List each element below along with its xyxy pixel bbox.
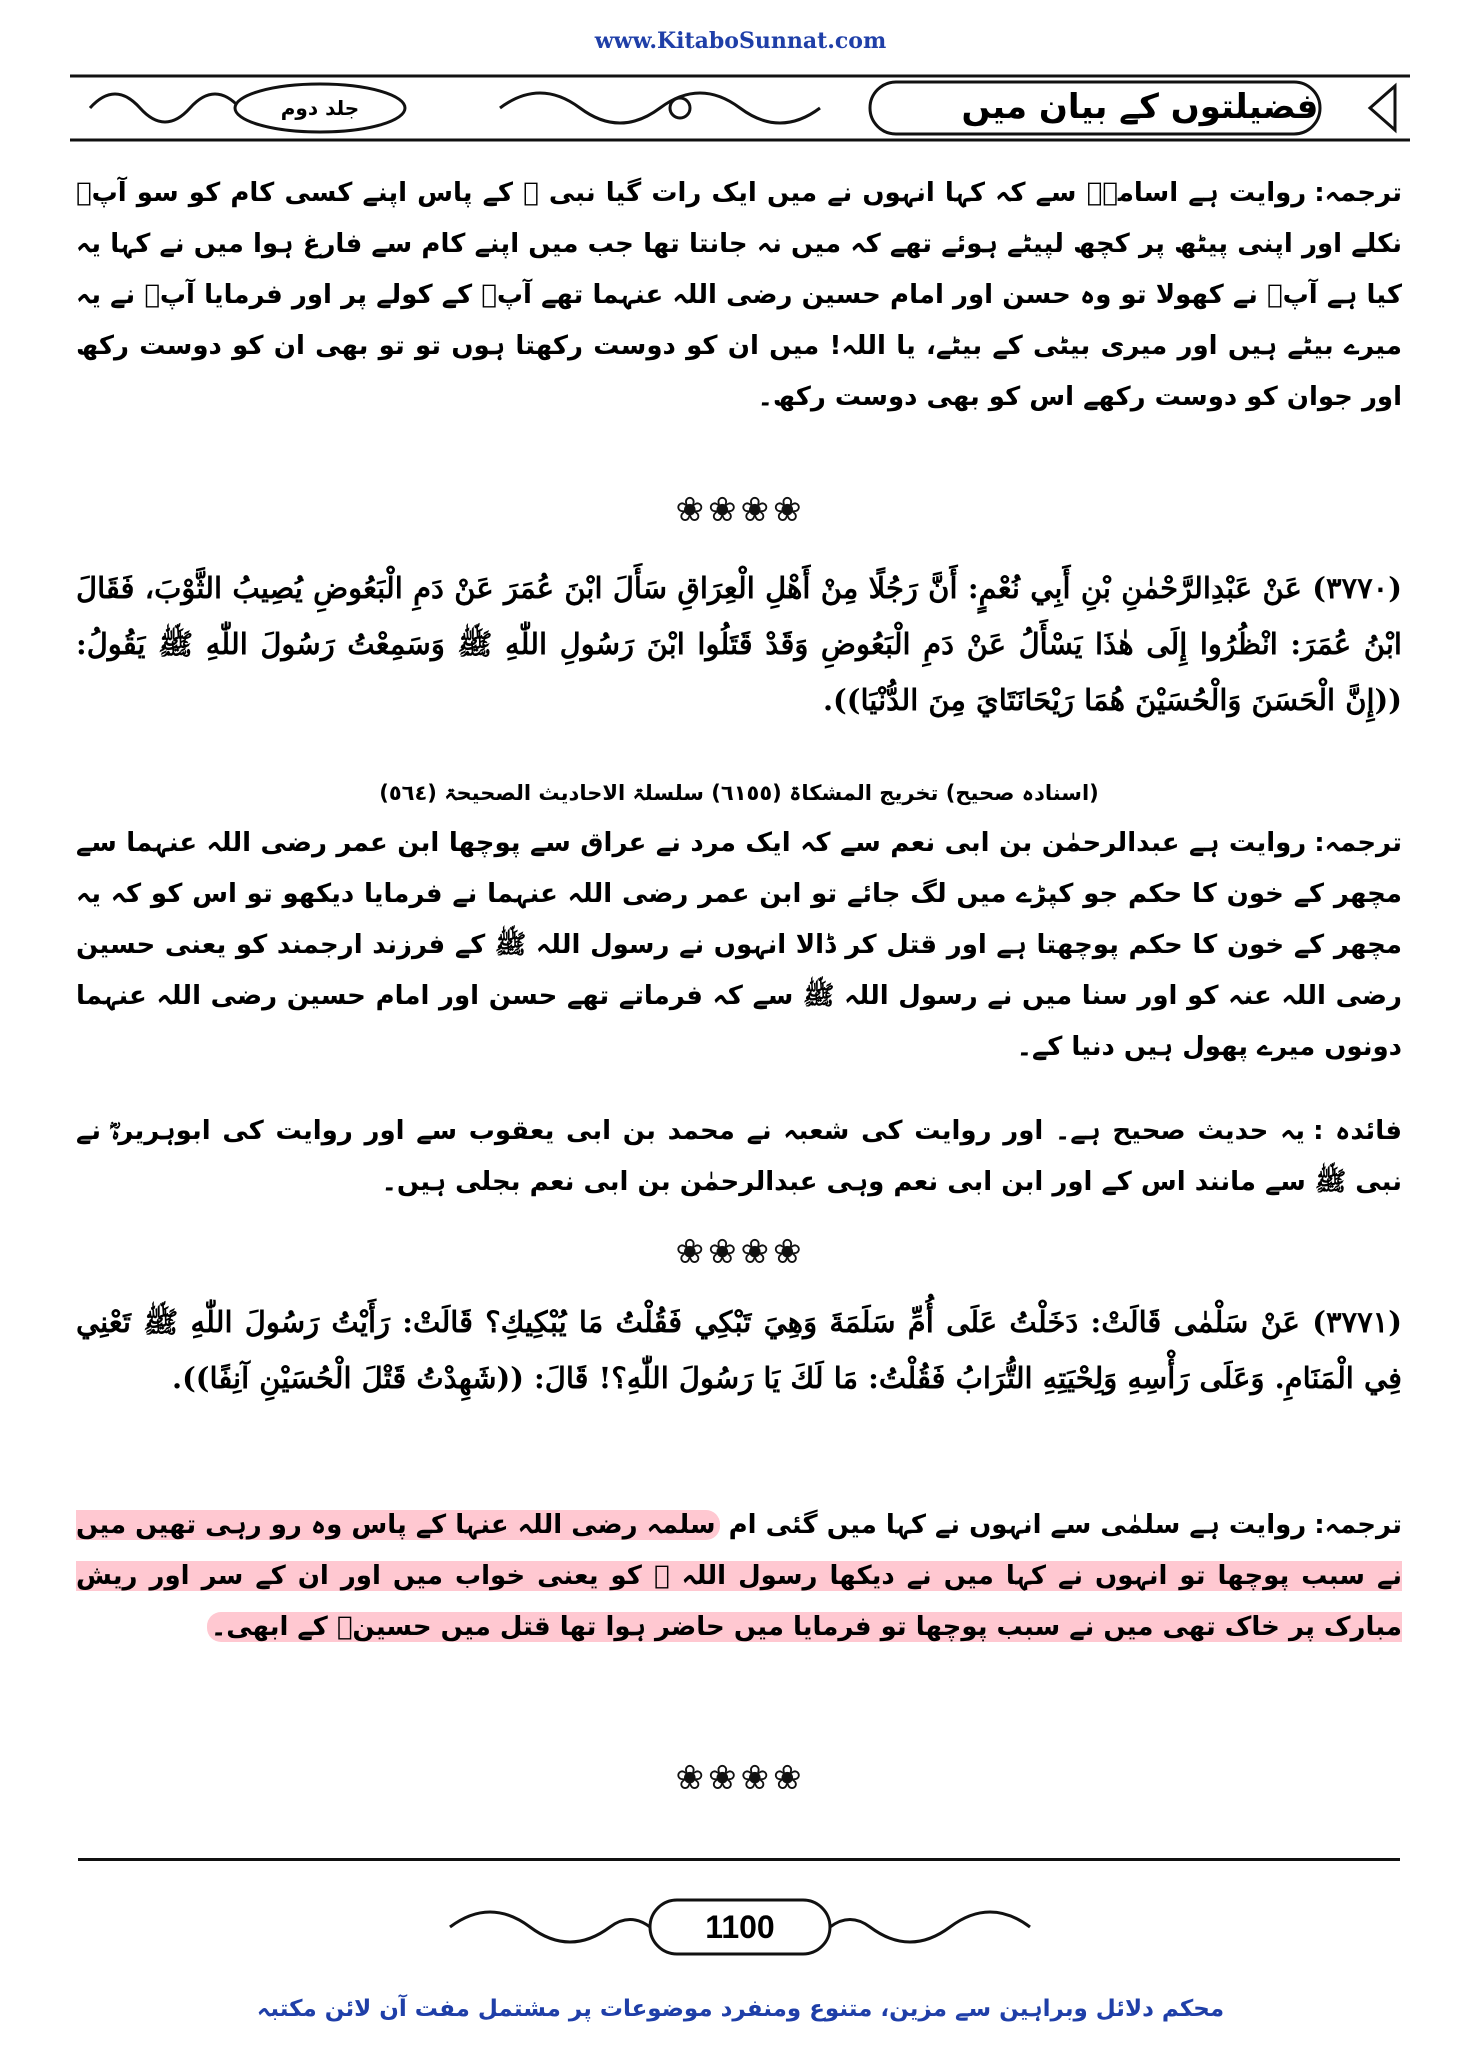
paragraph-translation-1 <box>76 168 1402 423</box>
hadith-3771-arabic: (٣٧٧١) عَنْ سَلْمٰى قَالَتْ: دَخَلْتُ عَلَى أُمِّ سَلَمَةَ وَهِيَ تَبْكِي فَقُلْتُ مَا يُبْكِيكِ؟ قَالَتْ: رَأَيْتُ رَسُولَ اللّٰهِ ﷺ تَعْنِي فِي الْمَنَامِ. وَعَلَى رَأْسِهِ وَلِحْيَتِهِ التُّرَابُ فَقُلْتُ: مَا لَكَ يَا رَسُولَ اللّٰهِ؟! قَالَ: ((شَهِدْتُ قَتْلَ الْحُسَيْنِ آنِفًا)). <box>76 1305 1402 1395</box>
separator-stars-3: ❀❀❀❀ <box>675 1758 806 1798</box>
chapter-title: فضیلتوں کے بیان میں <box>961 87 1319 127</box>
paragraph-translation-3 <box>76 1500 1402 1653</box>
footer-rule <box>78 1858 1400 1861</box>
faida-text: یہ حدیث صحیح ہے۔ اور روایت کی شعبہ نے محمد بن ابی یعقوب سے اور روایت کی ابوہریرہؓ نے نبی ﷺ سے مانند اس کے اور ابن ابی نعم وہی عبدالرحمٰن بن ابی نعم بجلی ہیں۔ <box>76 1116 1402 1197</box>
translation-text-3-lead: روایت ہے سلمٰی سے انہوں نے کہا میں گئی ام <box>719 1510 1307 1540</box>
faida-note <box>76 1106 1402 1208</box>
translation-text-1: روایت ہے اسامہؓ سے کہ کہا انہوں نے میں ایک رات گیا نبی ﷺ کے پاس اپنے کسی کام کو سو آپؐ نکلے اور اپنی پیٹھ پر کچھ لپیٹے ہوئے تھے کہ میں نہ جانتا تھا جب میں اپنے کام سے فارغ ہوا میں نے کہا یہ کیا ہے آپؐ نے کھولا تو وہ حسن اور امام حسین رضی اللہ عنہما تھے آپؐ کے کولے پر اور فرمایا آپؐ نے یہ میرے بیٹے ہیں اور میری بیٹی کے بیٹے، یا اللہ! میں ان کو دوست رکھتا ہوں تو تو بھی ان کو دوست رکھ اور جوان کو دوست رکھے اس کو بھی دوست رکھ۔ <box>76 178 1402 412</box>
highlighted-translation-text: سلمہ رضی اللہ عنہا کے پاس وہ رو رہی تھیں میں نے سبب پوچھا تو انہوں نے کہا میں نے دیکھا رسول اللہ ﷺ کو یعنی خواب میں اور ان کے سر اور ریش مبارک پر خاک تھی میں نے سبب پوچھا تو فرمایا میں حاضر ہوا تھا قتل میں حسینؓ کے ابھی۔ <box>76 1510 1402 1642</box>
paragraph-translation-2 <box>76 818 1402 1073</box>
site-url[interactable]: www.KitaboSunnat.com <box>594 28 887 54</box>
volume-label: جلد دوم <box>280 96 360 120</box>
tarjama-label: ترجمہ: <box>1314 178 1402 208</box>
tarjama-label-3: ترجمہ: <box>1314 1510 1402 1540</box>
page-number: 1100 <box>705 1909 775 1945</box>
faida-label: فائدہ : <box>1313 1116 1402 1146</box>
footer-tagline: محکم دلائل وبراہین سے مزین، متنوع ومنفرد موضوعات پر مشتمل مفت آن لائن مکتبہ <box>256 1996 1225 2022</box>
hadith-3770-arabic: (٣٧٧٠) عَنْ عَبْدِالرَّحْمٰنِ بْنِ أَبِي نُعْمٍ: أَنَّ رَجُلًا مِنْ أَهْلِ الْعِرَاقِ سَأَلَ ابْنَ عُمَرَ عَنْ دَمِ الْبَعُوضِ يُصِيبُ الثَّوْبَ، فَقَالَ ابْنُ عُمَرَ: انْظُرُوا إِلَى هٰذَا يَسْأَلُ عَنْ دَمِ الْبَعُوضِ وَقَدْ قَتَلُوا ابْنَ رَسُولِ اللّٰهِ ﷺ وَسَمِعْتُ رَسُولَ اللّٰهِ ﷺ يَقُولُ: ((إِنَّ الْحَسَنَ وَالْحُسَيْنَ هُمَا رَيْحَانَتَايَ مِنَ الدُّنْيَا)). <box>76 571 1402 717</box>
header-ornament-band <box>70 70 1410 146</box>
translation-text-2: روایت ہے عبدالرحمٰن بن ابی نعم سے کہ ایک مرد نے عراق سے پوچھا ابن عمر رضی اللہ عنہما سے مچھر کے خون کا حکم جو کپڑے میں لگ جائے تو ابن عمر رضی اللہ عنہما نے فرمایا دیکھو تو اس کو کہ یہ مچھر کے خون کا حکم پوچھتا ہے اور قتل کر ڈالا انہوں نے رسول اللہ ﷺ کے فرزند ارجمند کو یعنی حسین رضی اللہ عنہ کو اور سنا میں نے رسول اللہ ﷺ سے کہ فرماتے تھے حسن اور امام حسین رضی اللہ عنہما دونوں میرے پھول ہیں دنیا کے۔ <box>76 828 1402 1062</box>
hadith-3770-source: (اسنادہ صحیح) تخریج المشکاۃ (٦١٥٥) سلسلۃ الاحادیث الصحیحۃ (٥٦٤) <box>379 781 1099 805</box>
separator-stars-1: ❀❀❀❀ <box>675 490 806 530</box>
separator-stars-2: ❀❀❀❀ <box>675 1232 806 1272</box>
tarjama-label-2: ترجمہ: <box>1314 828 1402 858</box>
